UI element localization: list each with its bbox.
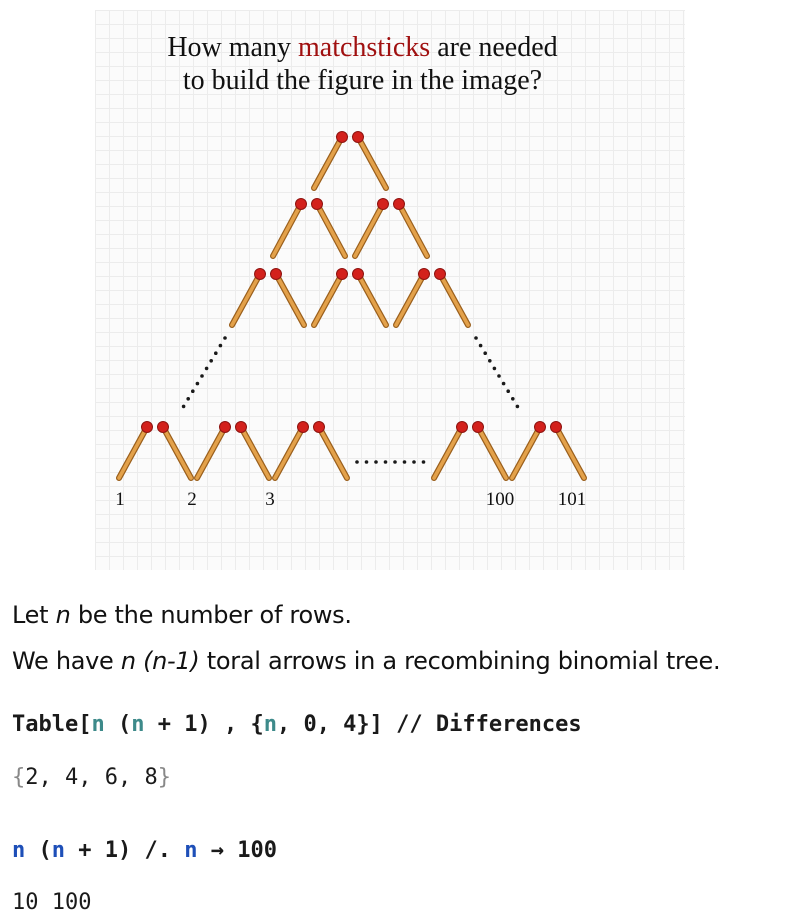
question-highlight: matchsticks <box>297 32 431 63</box>
matchstick-21 <box>551 422 585 479</box>
matchstick-18 <box>434 422 468 479</box>
matchstick-8 <box>314 269 348 326</box>
ellipsis-dot <box>493 367 497 371</box>
ellipsis-dot <box>474 336 478 340</box>
ellipsis-dot <box>497 374 501 378</box>
ellipsis-dot <box>384 460 388 464</box>
ellipsis-dot <box>196 382 200 386</box>
matchstick-10 <box>396 269 430 326</box>
matchstick-16 <box>275 422 309 479</box>
cell-2-input[interactable]: n (n + 1) /. n → 100 <box>12 838 277 863</box>
matchstick-4 <box>355 199 389 257</box>
column-label-2: 2 <box>187 489 197 510</box>
var-n: n <box>55 601 71 629</box>
ellipsis-dot <box>374 460 378 464</box>
ellipsis-dot <box>191 389 195 393</box>
prose-line-1: Let n be the number of rows. <box>12 601 352 629</box>
ellipsis-dot <box>393 460 397 464</box>
ellipsis-dot <box>223 336 227 340</box>
ellipsis-dot <box>422 460 426 464</box>
ellipsis-dot <box>403 460 407 464</box>
matchstick-20 <box>512 422 546 479</box>
column-label-100: 100 <box>485 489 515 510</box>
ellipsis-dot <box>506 389 510 393</box>
ellipsis-dot <box>365 460 369 464</box>
var-expression: n (n-1) <box>120 647 200 675</box>
matchstick-6 <box>232 269 266 326</box>
column-label-3: 3 <box>265 489 275 510</box>
matchstick-5 <box>394 199 428 257</box>
ellipsis-dot <box>412 460 416 464</box>
ellipsis-dot <box>479 344 483 348</box>
ellipsis-dot <box>186 397 190 401</box>
matchstick-triangle <box>95 10 685 570</box>
column-label-1: 1 <box>115 489 125 510</box>
matchstick-15 <box>236 422 270 479</box>
ellipsis-dot <box>483 351 487 355</box>
ellipsis-dot <box>516 405 520 409</box>
ellipsis-dot <box>214 351 218 355</box>
matchstick-1 <box>353 132 387 189</box>
ellipsis-dot <box>205 367 209 371</box>
ellipsis-dot <box>200 374 204 378</box>
matchstick-19 <box>473 422 507 479</box>
matchstick-0 <box>314 132 348 189</box>
matchstick-7 <box>271 269 305 326</box>
cell-1-output: {2, 4, 6, 8} <box>12 765 171 790</box>
question-line2: to build the figure in the image? <box>182 65 543 96</box>
question-pre: How many <box>167 32 291 63</box>
prose-line-2: We have n (n-1) toral arrows in a recombining binomial tree. <box>12 647 721 675</box>
cell-2-output: 10 100 <box>12 890 92 915</box>
column-label-101: 101 <box>557 489 587 510</box>
matchstick-2 <box>273 199 307 257</box>
matchstick-17 <box>314 422 348 479</box>
ellipsis-dot <box>209 359 213 363</box>
matchstick-12 <box>119 422 153 479</box>
matchstick-9 <box>353 269 387 326</box>
cell-1-input[interactable]: Table[n (n + 1) , {n, 0, 4}] // Differences <box>12 712 582 737</box>
matchstick-11 <box>435 269 469 326</box>
matchstick-figure <box>95 10 685 570</box>
ellipsis-dot <box>219 344 223 348</box>
ellipsis-dot <box>182 405 186 409</box>
ellipsis-dot <box>502 382 506 386</box>
ellipsis-dot <box>511 397 515 401</box>
question-post: are needed <box>437 32 558 63</box>
ellipsis-dot <box>488 359 492 363</box>
matchstick-14 <box>197 422 231 479</box>
matchstick-3 <box>312 199 346 257</box>
ellipsis-dot <box>355 460 359 464</box>
matchstick-13 <box>158 422 192 479</box>
